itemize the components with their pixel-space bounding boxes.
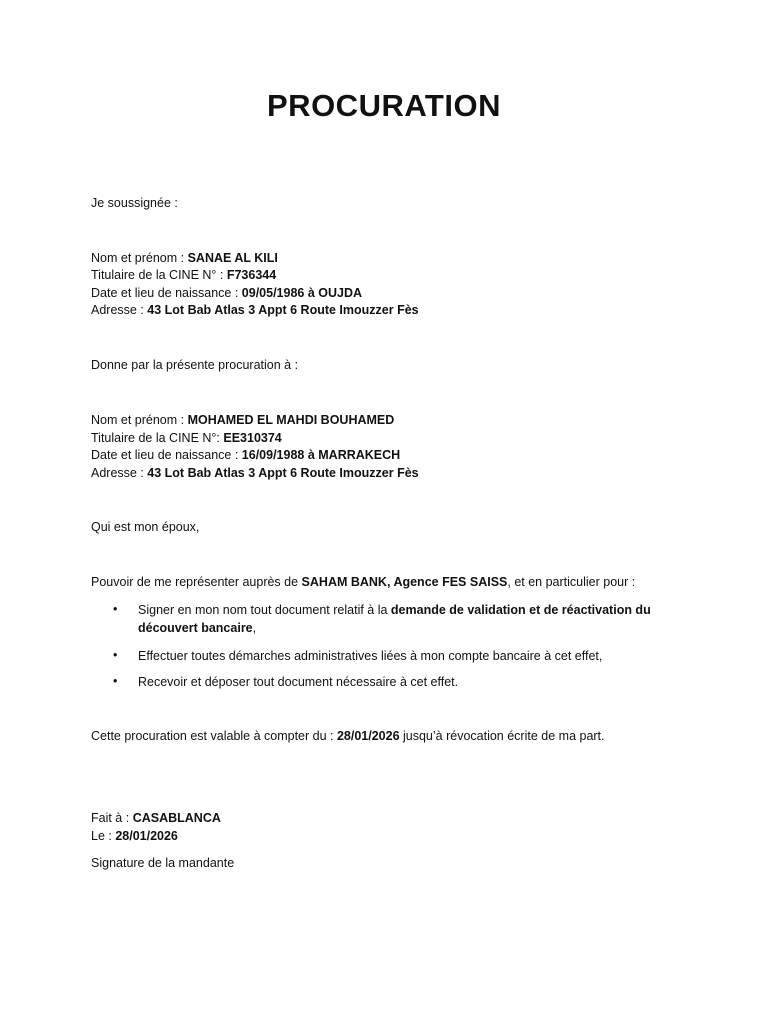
mandataire-cine: EE310374 [223, 431, 282, 445]
mandante-name: SANAE AL KILI [187, 251, 278, 265]
mandataire-name: MOHAMED EL MAHDI BOUHAMED [187, 413, 395, 427]
mandataire-birth: 16/09/1988 à MARRAKECH [241, 448, 401, 462]
mandataire-name-label: Nom et prénom : [91, 413, 188, 427]
place-line [91, 810, 221, 828]
bullet-1-bold: demande de validation et de réactivation du découvert bancaire [138, 603, 651, 635]
mandante-address-line [91, 302, 419, 320]
mandante-cine-line [91, 267, 276, 285]
mandante-birth-label: Date et lieu de naissance : [91, 286, 242, 300]
mandante-cine: F736344 [226, 268, 277, 282]
place-label: Fait à : [91, 811, 133, 825]
mandante-birth-line [91, 285, 362, 303]
mandante-address-label: Adresse : [91, 303, 148, 317]
bullet-item-2: Effectuer toutes démarches administratives liées à mon compte bancaire à cet effet, [138, 649, 603, 663]
date-line [91, 828, 178, 846]
validity-line [91, 728, 605, 746]
power-bank: SAHAM BANK, Agence FES SAISS [301, 575, 508, 589]
mandante-address: 43 Lot Bab Atlas 3 Appt 6 Route Imouzzer Fès [147, 303, 419, 317]
document-title: PROCURATION [267, 88, 501, 123]
mandataire-cine-line [91, 430, 282, 448]
mandataire-birth-label: Date et lieu de naissance : [91, 448, 242, 462]
power-line [91, 574, 635, 592]
mandante-cine-label: Titulaire de la CINE N° : [91, 268, 227, 282]
mandataire-name-line [91, 412, 394, 430]
place-value: CASABLANCA [132, 811, 221, 825]
validity-suffix: jusqu’à révocation écrite de ma part. [399, 729, 605, 743]
power-prefix: Pouvoir de me représenter auprès de [91, 575, 302, 589]
mandataire-address: 43 Lot Bab Atlas 3 Appt 6 Route Imouzzer Fès [147, 466, 419, 480]
validity-prefix: Cette procuration est valable à compter du : [91, 729, 337, 743]
mandataire-address-line [91, 465, 419, 483]
power-suffix: , et en particulier pour : [507, 575, 636, 589]
bullet-item-3: Recevoir et déposer tout document nécessaire à cet effet. [138, 675, 459, 689]
mandante-birth: 09/05/1986 à OUJDA [241, 286, 363, 300]
intro-text: Je soussignée : [91, 196, 178, 210]
bullet-1-suffix: , [252, 621, 257, 635]
mandante-name-label: Nom et prénom : [91, 251, 188, 265]
bullet-marker-1: • [113, 602, 118, 616]
grant-text: Donne par la présente procuration à : [91, 358, 299, 372]
mandataire-address-label: Adresse : [91, 466, 148, 480]
validity-date: 28/01/2026 [336, 729, 400, 743]
date-value: 28/01/2026 [115, 829, 178, 843]
date-label: Le : [91, 829, 116, 843]
bullet-item-1 [138, 601, 678, 637]
bullet-marker-2: • [113, 648, 118, 662]
relation-text: Qui est mon époux, [91, 520, 200, 534]
signature-label: Signature de la mandante [91, 856, 235, 870]
mandante-name-line [91, 250, 278, 268]
bullet-marker-3: • [113, 674, 118, 688]
mandataire-cine-label: Titulaire de la CINE N°: [91, 431, 224, 445]
mandataire-birth-line [91, 447, 400, 465]
bullet-1-prefix: Signer en mon nom tout document relatif à la [138, 603, 391, 617]
